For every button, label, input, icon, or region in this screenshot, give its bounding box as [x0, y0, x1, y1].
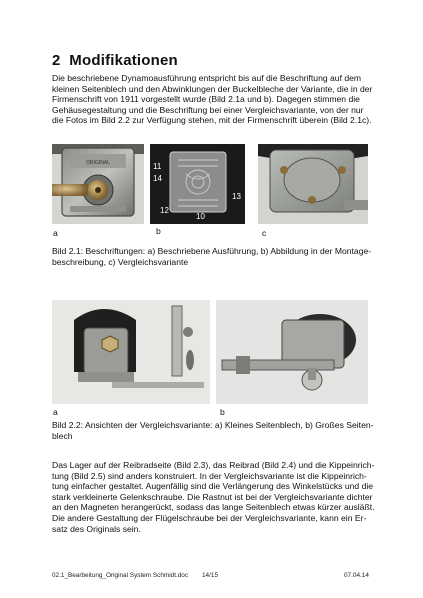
- footer-page-number: 14/15: [202, 572, 218, 579]
- figure-letter-c: c: [262, 228, 267, 238]
- svg-text:ORIGINAL: ORIGINAL: [86, 160, 110, 166]
- caption-line: blech: [52, 430, 73, 441]
- figure-letter-b: b: [220, 407, 225, 417]
- intro-line: Die beschriebene Dynamoausführung entspricht bis auf die Beschriftung auf dem: [52, 73, 362, 83]
- body-line: an den Magneten herangerückt, sodass das lange Seitenblech etwas kürzer ausläßt.: [52, 502, 375, 513]
- body-line: Das Lager auf der Reibradseite (Bild 2.3), das Reibrad (Bild 2.4) und die Kippeinrich-: [52, 460, 375, 470]
- footer-date: 07.04.14: [344, 572, 369, 579]
- section-heading: [52, 52, 178, 69]
- inset-number: 11: [153, 162, 162, 171]
- photo-2-2a-small-side-plate: [52, 300, 210, 404]
- intro-paragraph: [52, 73, 384, 126]
- photo-2-1b-drawing: [150, 144, 245, 224]
- body-line: stark verkleinerte Gelenkschraube. Die Rastnut ist bei der Vergleichsvariante dichter: [52, 491, 373, 502]
- body-line: tung (Bild 2.5) sind anders konstruiert. In der Vergleichsvariante ist die Kippeinrich-: [52, 470, 367, 481]
- figure-letter-a: a: [53, 228, 58, 238]
- section-number: 2: [52, 52, 61, 69]
- section-title: Modifikationen: [69, 52, 178, 69]
- inset-number: 14: [153, 174, 162, 183]
- intro-line: die Fotos im Bild 2.2 zur Verfügung stehen, mit der Firmenschrift überein (Bild 2.1c).: [52, 115, 372, 126]
- body-line: tung einfacher gestaltet. Augenfällig sind die Verlängerung des Winkelstücks und die: [52, 481, 374, 492]
- caption-line: Bild 2.1: Beschriftungen: a) Beschriebene Ausführung, b) Abbildung in der Montage-: [52, 246, 372, 256]
- inset-number: 12: [160, 206, 169, 215]
- intro-line: Gehäusegestaltung und die Beschriftung bei einer Vergleichsvariante, von der nur: [52, 104, 364, 115]
- photo-2-2b-large-side-plate: [216, 300, 368, 404]
- photo-2-1c-comparison: [258, 144, 368, 224]
- inset-number: 10: [196, 212, 205, 221]
- body-paragraph: [52, 460, 384, 534]
- caption-line: beschreibung, c) Vergleichsvariante: [52, 256, 189, 267]
- body-line: satz des Originals sein.: [52, 523, 141, 534]
- intro-line: kleinen Seitenblech und den Abwinklungen der Buckelbleche der Variante, die in der: [52, 83, 373, 94]
- photo-2-1a-label-plate: [52, 144, 144, 224]
- figure-letter-a: a: [53, 407, 58, 417]
- figure-caption-2-2: [52, 420, 374, 441]
- figure-letter-b: b: [156, 226, 161, 236]
- inset-number: 13: [232, 192, 241, 201]
- figure-caption-2-1: [52, 246, 371, 267]
- intro-line: Firmenschrift von 1911 vorgestellt wurde (Bild 2.1a und b). Dagegen stimmen die: [52, 94, 360, 105]
- footer-filename: 02.1_Bearbeitung_Original System Schmidt.doc: [52, 572, 189, 579]
- caption-line: Bild 2.2: Ansichten der Vergleichsvariante: a) Kleines Seitenblech, b) Großes Seiten-: [52, 420, 374, 430]
- body-line: Die andere Gestaltung der Flügelschraube bei der Vergleichsvariante, kann ein Er-: [52, 512, 367, 523]
